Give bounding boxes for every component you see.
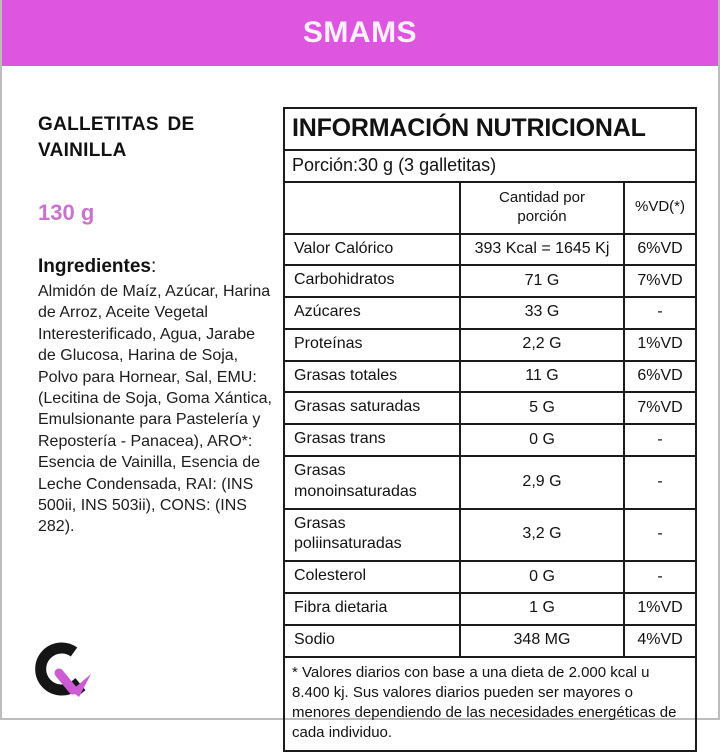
nutrient-amount: 1 G bbox=[460, 593, 624, 625]
table-title-row bbox=[284, 108, 696, 150]
table-row bbox=[284, 329, 696, 361]
table-row bbox=[284, 361, 696, 393]
net-weight: 130 g bbox=[38, 200, 95, 225]
nutrient-label: Grasas totales bbox=[284, 361, 460, 393]
table-row bbox=[284, 234, 696, 266]
nutrient-label: Proteínas bbox=[284, 329, 460, 361]
nutrient-label: Grasas poliinsaturadas bbox=[284, 509, 460, 562]
nutrient-amount: 2,9 G bbox=[460, 456, 624, 509]
nutrient-label: Sodio bbox=[284, 625, 460, 657]
ingredients-label: Ingredientes bbox=[38, 256, 151, 277]
nutrient-vd: 7%VD bbox=[624, 265, 696, 297]
ingredients-colon: : bbox=[150, 256, 157, 277]
header-vd: %VD(*) bbox=[624, 182, 696, 234]
nutrient-amount: 393 Kcal = 1645 Kj bbox=[460, 234, 624, 266]
table-footnote: * Valores diarios con base a una dieta de 2.000 kcal u 8.400 kj. Sus valores diarios pueden ser mayores o menores dependiendo de las necesidades energéticas de cada individuo. bbox=[284, 657, 696, 751]
nutrient-vd: - bbox=[624, 561, 696, 593]
nutrient-vd: - bbox=[624, 509, 696, 562]
table-row bbox=[284, 392, 696, 424]
table-row bbox=[284, 509, 696, 562]
nutrient-label: Azúcares bbox=[284, 297, 460, 329]
ingredients-text: Almidón de Maíz, Azúcar, Harina de Arroz, Aceite Vegetal Interesterificado, Agua, Jarabe de Glucosa, Harina de Soja, Polvo para Hornear, Sal, EMU: (Lecitina de Soja, Goma Xántica, Emulsionante para Pastelería y Repostería - Panacea), ARO*: Esencia de Vainilla, Esencia de Leche Condensada, RAI: (INS 500ii, INS 503ii), CONS: (INS 282). bbox=[38, 283, 272, 536]
table-row bbox=[284, 456, 696, 509]
nutrient-amount: 0 G bbox=[460, 424, 624, 456]
nutrient-amount: 5 G bbox=[460, 392, 624, 424]
table-title: INFORMACIÓN NUTRICIONAL bbox=[284, 108, 696, 150]
nutrient-vd: 6%VD bbox=[624, 361, 696, 393]
nutrient-amount: 71 G bbox=[460, 265, 624, 297]
product-title: GALLETITAS DE VAINILLA bbox=[38, 114, 195, 161]
nutrient-vd: 1%VD bbox=[624, 593, 696, 625]
nutrient-vd: - bbox=[624, 424, 696, 456]
nutrition-facts-panel bbox=[283, 107, 697, 752]
nutrient-label: Fibra dietaria bbox=[284, 593, 460, 625]
brand-name: SMAMS bbox=[302, 16, 418, 49]
table-row bbox=[284, 424, 696, 456]
nutrient-vd: 7%VD bbox=[624, 392, 696, 424]
header-empty-cell bbox=[284, 182, 460, 234]
nutrient-amount: 11 G bbox=[460, 361, 624, 393]
product-info-column bbox=[38, 112, 274, 538]
nutrient-label: Valor Calórico bbox=[284, 234, 460, 266]
table-row bbox=[284, 561, 696, 593]
nutrient-amount: 3,2 G bbox=[460, 509, 624, 562]
nutrition-table bbox=[283, 107, 697, 752]
ingredients-section bbox=[38, 256, 274, 538]
table-row bbox=[284, 593, 696, 625]
nutrient-label: Grasas saturadas bbox=[284, 392, 460, 424]
table-row bbox=[284, 625, 696, 657]
nutrient-label: Grasas monoinsaturadas bbox=[284, 456, 460, 509]
portion-info: Porción:30 g (3 galletitas) bbox=[284, 150, 696, 182]
nutrient-label: Grasas trans bbox=[284, 424, 460, 456]
footnote-row bbox=[284, 657, 696, 751]
nutrient-vd: 4%VD bbox=[624, 625, 696, 657]
nutrient-vd: - bbox=[624, 297, 696, 329]
nutrient-vd: 1%VD bbox=[624, 329, 696, 361]
nutrient-label: Carbohidratos bbox=[284, 265, 460, 297]
nutrient-amount: 33 G bbox=[460, 297, 624, 329]
brand-logo-icon bbox=[32, 640, 96, 700]
column-header-row bbox=[284, 182, 696, 234]
nutrient-label: Colesterol bbox=[284, 561, 460, 593]
nutrient-vd: - bbox=[624, 456, 696, 509]
header-amount-label: Cantidad por porción bbox=[499, 189, 585, 225]
nutrient-vd: 6%VD bbox=[624, 234, 696, 266]
nutrient-amount: 348 MG bbox=[460, 625, 624, 657]
header-amount bbox=[460, 182, 624, 234]
table-row bbox=[284, 265, 696, 297]
brand-header bbox=[2, 0, 718, 66]
portion-row bbox=[284, 150, 696, 182]
nutrient-amount: 0 G bbox=[460, 561, 624, 593]
table-row bbox=[284, 297, 696, 329]
nutrient-amount: 2,2 G bbox=[460, 329, 624, 361]
